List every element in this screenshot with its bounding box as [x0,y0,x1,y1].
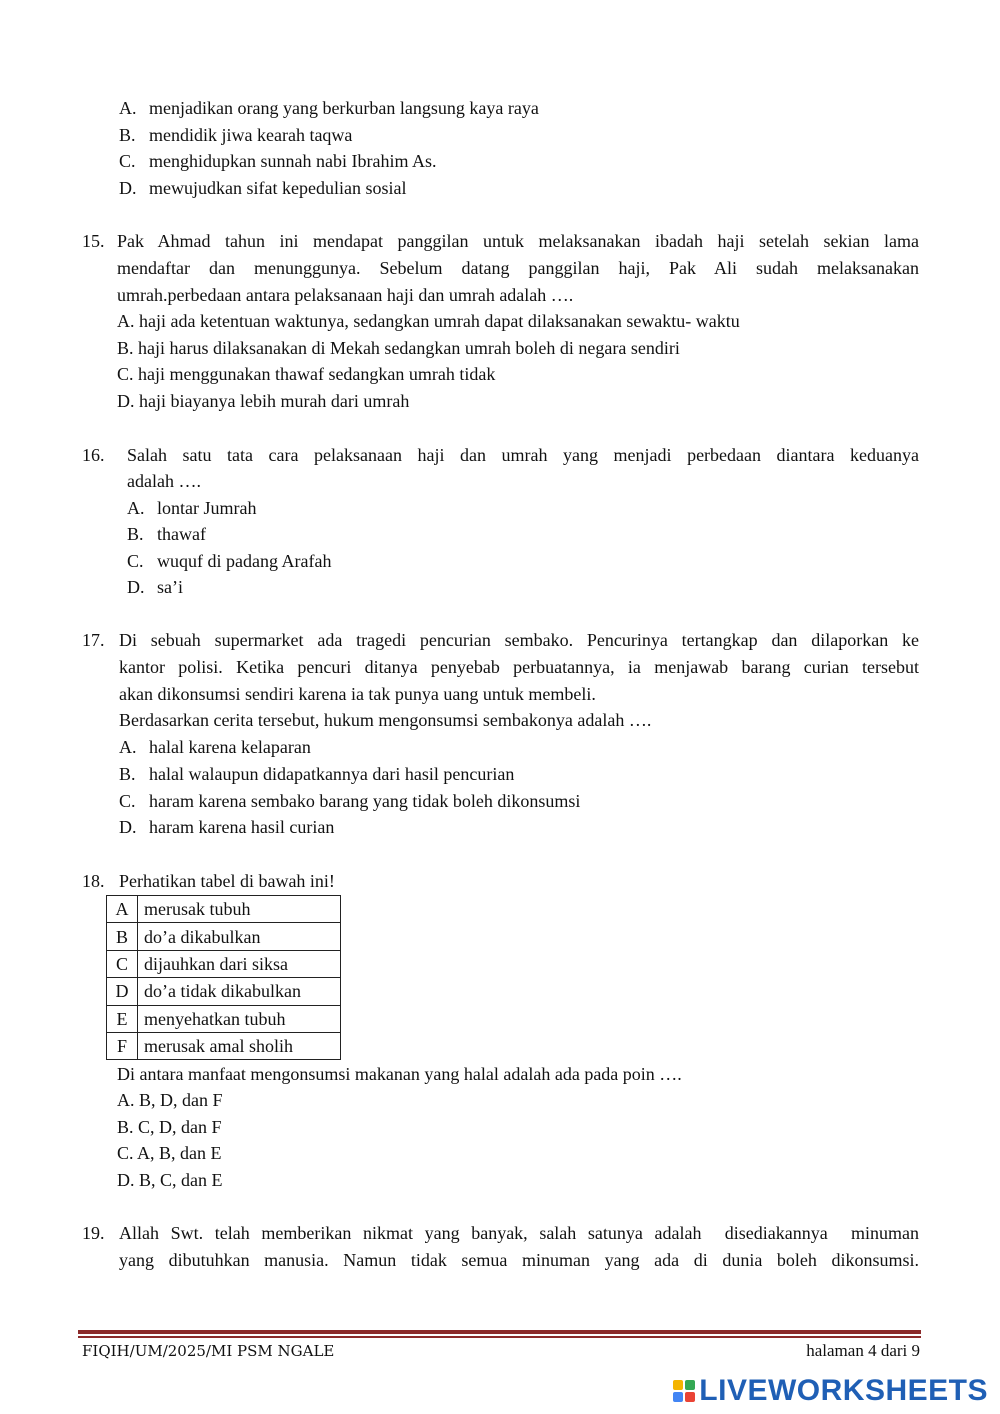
q16-text-line1: Salah satu tata cara pelaksanaan haji dan umrah yang menjadi perbedaan diantara keduanya [127,445,919,465]
q17-option-d: D. haram karena hasil curian [119,817,335,837]
q16-option-d: D. sa’i [127,577,183,597]
table-row: C dijauhkan dari siksa [107,950,341,977]
q18-prompt: Perhatikan tabel di bawah ini! [119,871,335,891]
q14-option-d: D. mewujudkan sifat kepedulian sosial [119,178,407,198]
q18-question: Di antara manfaat mengonsumsi makanan yang halal adalah ada pada poin …. [117,1064,682,1084]
q17-option-b: B. halal walaupun didapatkannya dari hasil pencurian [119,764,515,784]
q15-text-line1: Pak Ahmad tahun ini mendapat panggilan untuk melaksanakan ibadah haji setelah sekian lama [117,231,919,251]
q18-option-b: B. C, D, dan F [117,1117,222,1137]
q19-text-line1: Allah Swt. telah memberikan nikmat yang banyak, salah satunya adalah disediakannya minuman [119,1223,919,1243]
footer-code: FIQIH/UM/2025/MI PSM NGALE [82,1342,335,1360]
q16-text-line2: adalah …. [127,471,201,491]
q17-text-line1: Di sebuah supermarket ada tragedi pencurian sembako. Pencurinya tertangkap dan dilaporkan ke [119,630,919,650]
table-row: B do’a dikabulkan [107,923,341,950]
q17-number: 17. [82,630,105,650]
q18-option-a: A. B, D, dan F [117,1090,223,1110]
q16-option-c: C. wuquf di padang Arafah [127,551,332,571]
icon-square-4 [685,1392,695,1402]
q18-option-c: C. A, B, dan E [117,1143,222,1163]
liveworksheets-wordmark: LIVEWORKSHEETS [699,1374,988,1407]
q18-table [106,895,341,1060]
q19-text-line2: yang dibutuhkan manusia. Namun tidak semua minuman yang ada di dunia boleh dikonsumsi. [119,1250,919,1270]
icon-square-1 [673,1380,683,1390]
q15-number: 15. [82,231,105,251]
icon-square-3 [673,1392,683,1402]
q17-option-a: A. halal karena kelaparan [119,737,311,757]
q17-text-line3: akan dikonsumsi sendiri karena ia tak punya uang untuk membeli. [119,684,596,704]
q16-option-b: B. thawaf [127,524,206,544]
table-row: A merusak tubuh [107,896,341,923]
liveworksheets-icon [672,1379,696,1403]
liveworksheets-logo[interactable] [672,1374,988,1408]
q19-number: 19. [82,1223,105,1243]
q17-text-line2: kantor polisi. Ketika pencuri ditanya penyebab perbuatannya, ia menjawab barang curian tersebut [119,657,919,677]
footer-rule-thin [78,1336,921,1338]
table-row: E menyehatkan tubuh [107,1005,341,1032]
icon-square-2 [685,1380,695,1390]
table-row: F merusak amal sholih [107,1032,341,1059]
footer-page-number: halaman 4 dari 9 [806,1341,920,1360]
q14-option-c: C. menghidupkan sunnah nabi Ibrahim As. [119,151,437,171]
q14-option-b: B. mendidik jiwa kearah taqwa [119,125,353,145]
q17-text-line4: Berdasarkan cerita tersebut, hukum mengonsumsi sembakonya adalah …. [119,710,652,730]
q15-text-line3: umrah.perbedaan antara pelaksanaan haji dan umrah adalah …. [117,285,574,305]
q15-option-c: C. haji menggunakan thawaf sedangkan umrah tidak [117,364,496,384]
footer-rule-thick [78,1330,921,1334]
q15-option-b: B. haji harus dilaksanakan di Mekah sedangkan umrah boleh di negara sendiri [117,338,680,358]
q15-option-a: A. haji ada ketentuan waktunya, sedangkan umrah dapat dilaksanakan sewaktu- waktu [117,311,740,331]
q15-text-line2: mendaftar dan menunggunya. Sebelum datang panggilan haji, Pak Ali sudah melaksanakan [117,258,919,278]
table-row: D do’a tidak dikabulkan [107,978,341,1005]
q16-option-a: A. lontar Jumrah [127,498,257,518]
q15-option-d: D. haji biayanya lebih murah dari umrah [117,391,410,411]
q17-option-c: C. haram karena sembako barang yang tidak boleh dikonsumsi [119,791,581,811]
q18-number: 18. [82,871,105,891]
q14-option-a: A. menjadikan orang yang berkurban langsung kaya raya [119,98,539,118]
q16-number: 16. [82,445,105,465]
q18-option-d: D. B, C, dan E [117,1170,223,1190]
